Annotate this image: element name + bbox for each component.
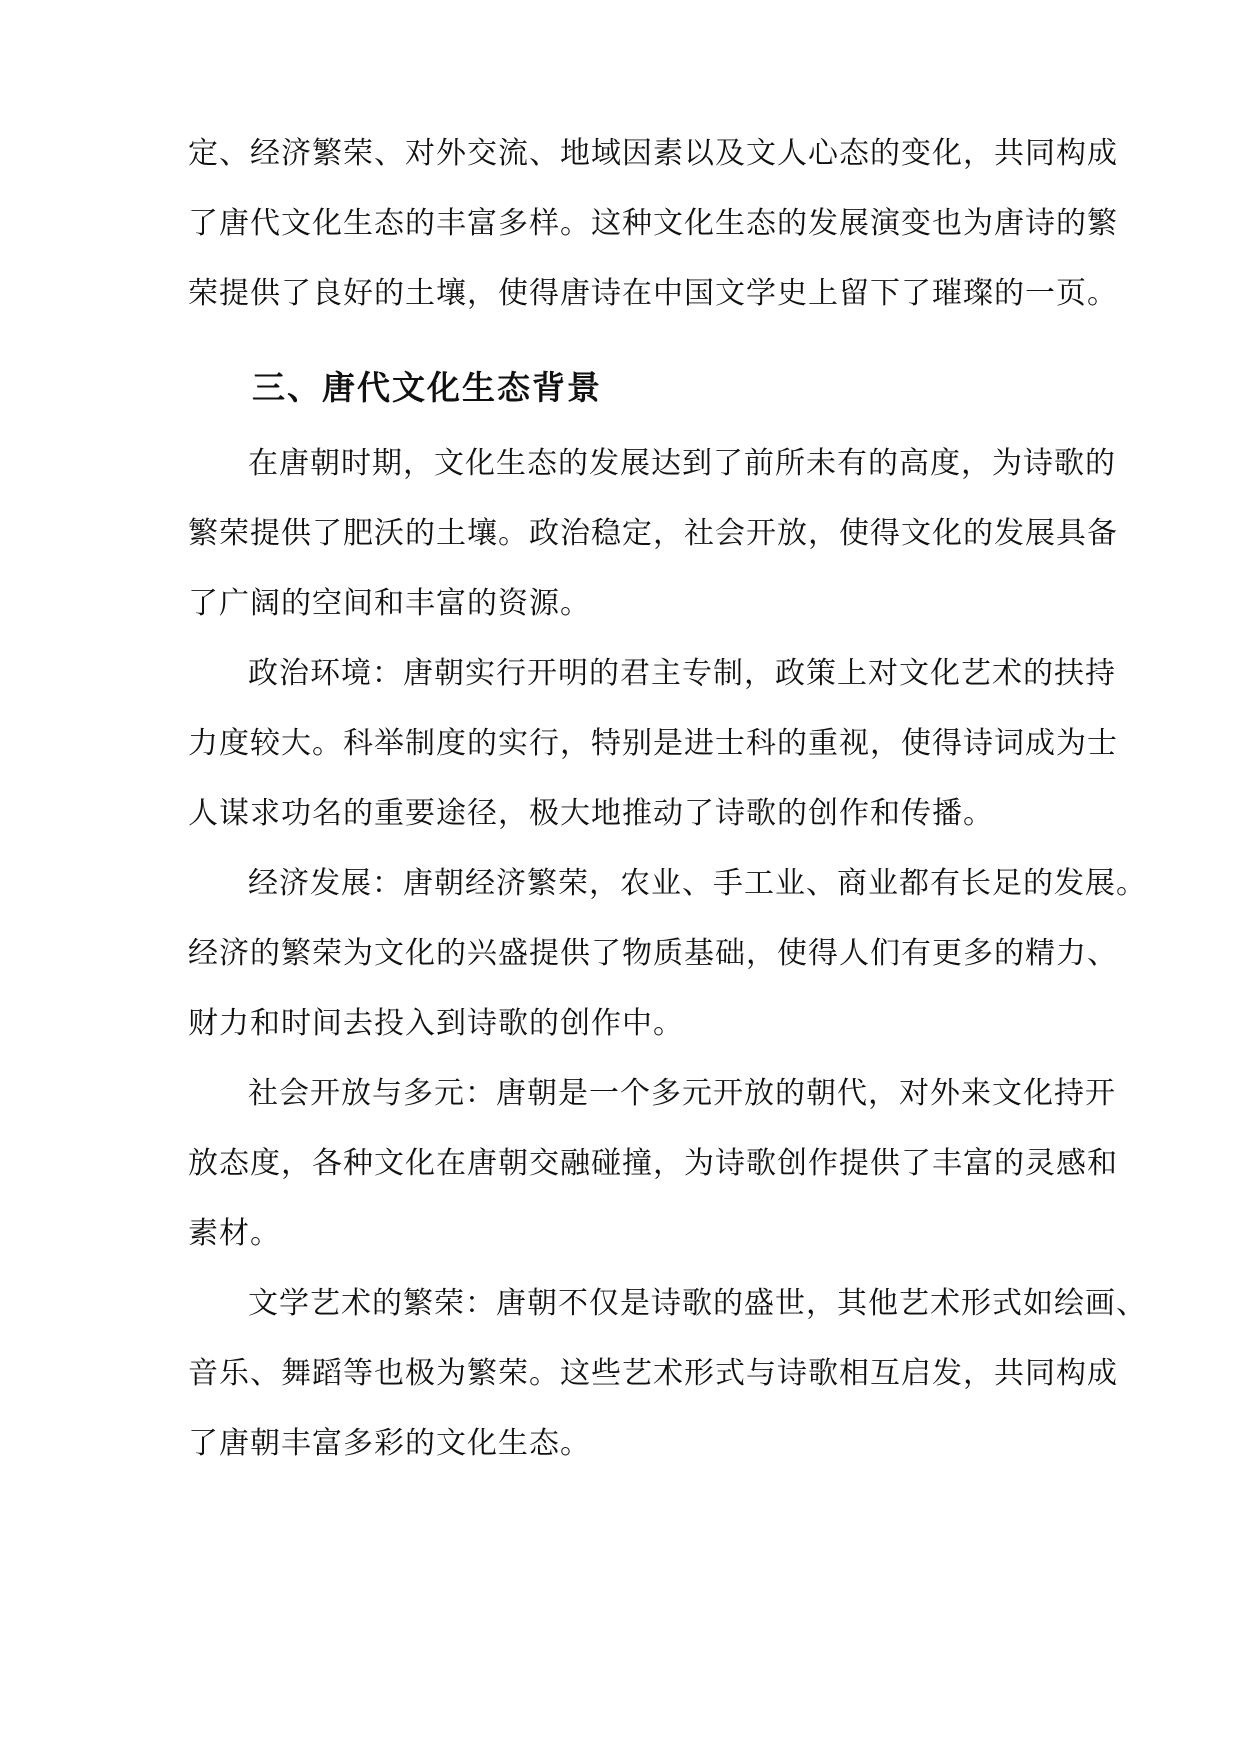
paragraph-line: 了唐朝丰富多彩的文化生态。 [188, 1426, 591, 1461]
paragraph-line: 放态度，各种文化在唐朝交融碰撞，为诗歌创作提供了丰富的灵感和 [188, 1146, 1118, 1181]
paragraph-line: 在唐朝时期，文化生态的发展达到了前所未有的高度，为诗歌的 [248, 446, 1116, 481]
paragraph-line: 人谋求功名的重要途径，极大地推动了诗歌的创作和传播。 [188, 796, 994, 831]
paragraph-line: 音乐、舞蹈等也极为繁荣。这些艺术形式与诗歌相互启发，共同构成 [188, 1356, 1118, 1391]
paragraph-line: 经济的繁荣为文化的兴盛提供了物质基础，使得人们有更多的精力、 [188, 936, 1118, 971]
paragraph-line: 文学艺术的繁荣：唐朝不仅是诗歌的盛世，其他艺术形式如绘画、 [248, 1286, 1147, 1321]
paragraph-line: 了广阔的空间和丰富的资源。 [188, 586, 591, 621]
paragraph-line: 财力和时间去投入到诗歌的创作中。 [188, 1006, 684, 1041]
paragraph-line: 繁荣提供了肥沃的土壤。政治稳定，社会开放，使得文化的发展具备 [188, 516, 1118, 551]
paragraph-line: 社会开放与多元：唐朝是一个多元开放的朝代，对外来文化持开 [248, 1076, 1116, 1111]
paragraph-line: 了唐代文化生态的丰富多样。这种文化生态的发展演变也为唐诗的繁 [188, 206, 1118, 241]
paragraph-line: 力度较大。科举制度的实行，特别是进士科的重视，使得诗词成为士 [188, 726, 1118, 761]
paragraph-line: 荣提供了良好的土壤，使得唐诗在中国文学史上留下了璀璨的一页。 [188, 276, 1118, 311]
paragraph-line: 素材。 [188, 1216, 281, 1251]
paragraph-line: 经济发展：唐朝经济繁荣，农业、手工业、商业都有长足的发展。 [248, 866, 1147, 901]
paragraph-line: 定、经济繁荣、对外交流、地域因素以及文人心态的变化，共同构成 [188, 136, 1118, 171]
section-heading: 三、唐代文化生态背景 [252, 368, 602, 407]
paragraph-line: 政治环境：唐朝实行开明的君主专制，政策上对文化艺术的扶持 [248, 656, 1116, 691]
